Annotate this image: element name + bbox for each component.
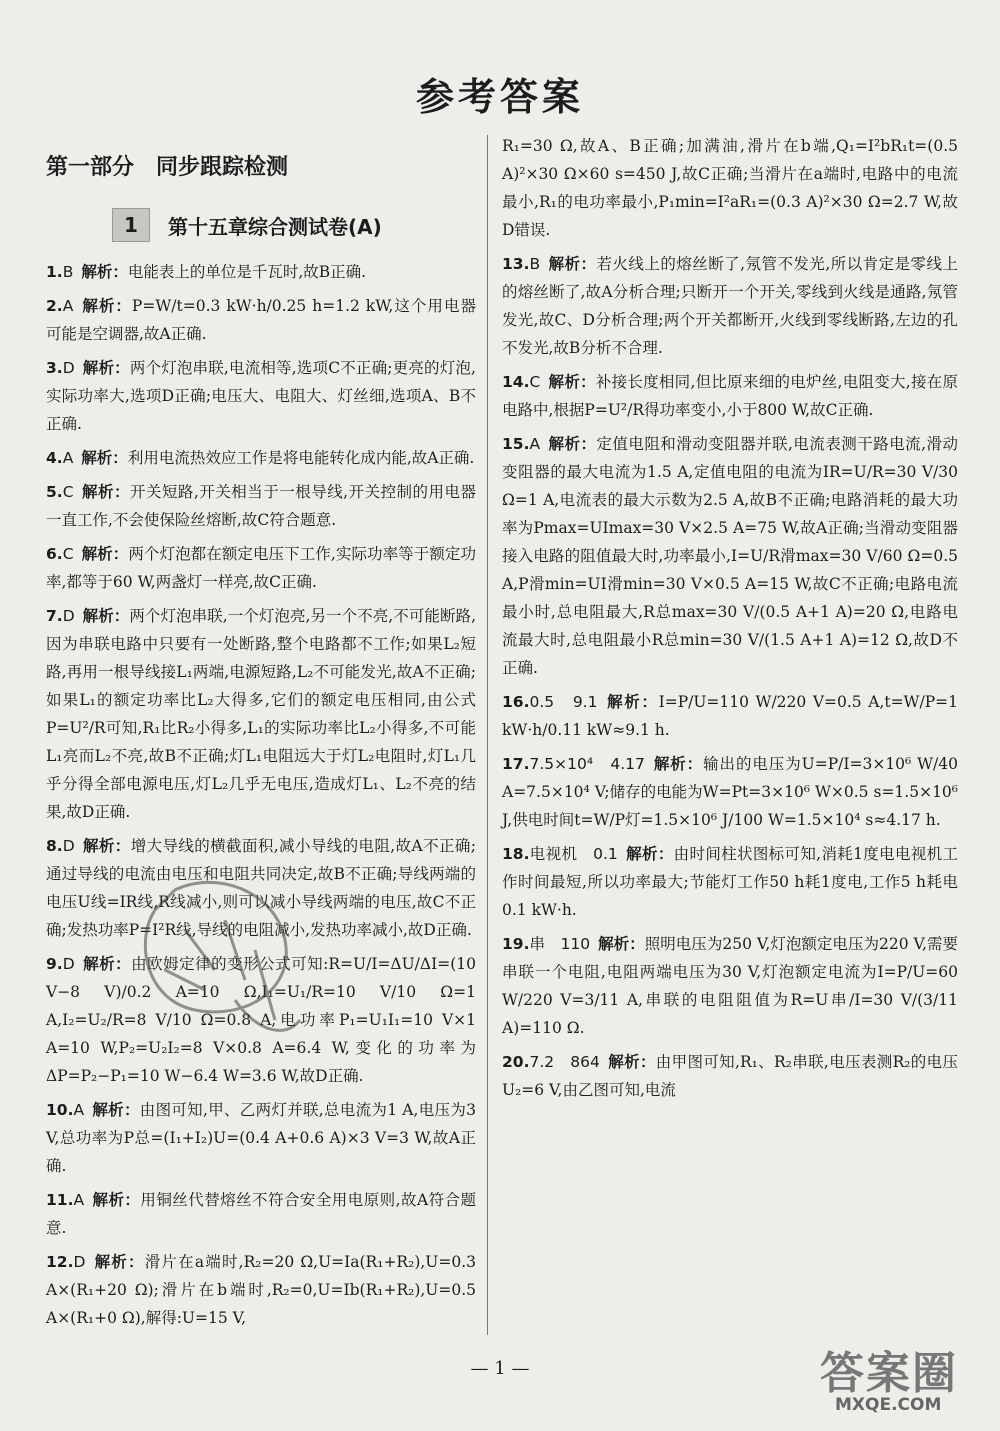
analysis-text: 若火线上的熔丝断了,氖管不发光,所以肯定是零线上的熔丝断了,故A分析合理;只断开一个开关,零线到火线是通路,氖管发光,故C、D分析合理;两个开关都断开,火线到零线断路,左边的孔不发光,故B分析不合理. [502, 255, 958, 357]
question-number: 13. [502, 255, 530, 273]
question-number: 9. [46, 955, 63, 973]
analysis-label: 解析： [92, 1101, 140, 1119]
analysis-label: 解析： [81, 449, 128, 467]
section-heading [112, 205, 452, 245]
analysis-label: 解析： [81, 545, 129, 563]
right-column [502, 132, 958, 1110]
page-title: 参考答案 [415, 75, 584, 119]
column-divider [487, 135, 488, 1335]
question-number: 10. [46, 1101, 74, 1119]
answer-choice: A [73, 1191, 85, 1209]
analysis-text: 两个灯泡串联,电流相等,选项C不正确;更亮的灯泡,实际功率大,选项D正确;电压大、电阻大、灯丝细,选项A、B不正确. [46, 359, 476, 433]
question-number: 17. [502, 755, 530, 773]
analysis-text: P=W/t=0.3 kW·h/0.25 h=1.2 kW,这个用电器可能是空调器,故A正确. [46, 297, 476, 343]
analysis-text: 照明电压为250 V,灯泡额定电压为220 V,需要串联一个电阻,电阻两端电压为30 V,灯泡额定电流为I=P/U=60 W/220 V=3/11 A,串联的电阻阻值为R=U串/I=30 V/(3/11 A)=110 Ω. [502, 935, 958, 1037]
answer-item [46, 292, 476, 348]
analysis-text: 开关短路,开关相当于一根导线,开关控制的用电器一直工作,不会使保险丝熔断,故C符合题意. [46, 483, 476, 529]
analysis-text: 滑片在a端时,R₂=20 Ω,U=Ia(R₁+R₂),U=0.3 A×(R₁+20 Ω);滑片在b端时,R₂=0,U=Ib(R₁+R₂),U=0.5 A×(R₁+0 Ω),解得:U=15 V, [46, 1253, 476, 1327]
analysis-text: 用铜丝代替熔丝不符合安全用电原则,故A符合题意. [46, 1191, 476, 1237]
answer-choice: A [62, 449, 74, 467]
answer-choice: A [73, 1101, 85, 1119]
answer-item [502, 250, 958, 362]
analysis-label: 解析： [82, 359, 130, 377]
section-title: 第十五章综合测试卷(A) [168, 214, 382, 239]
answer-choice: D [62, 837, 75, 855]
analysis-text: 由时间柱状图标可知,消耗1度电电视机工作时间最短,所以功率最大;节能灯工作50 h耗1度电,工作5 h耗电0.1 kW·h. [502, 845, 958, 919]
answer-choice: A [529, 435, 541, 453]
analysis-label: 解析： [93, 1253, 145, 1271]
answer-item [502, 840, 958, 924]
analysis-label: 解析： [605, 693, 659, 711]
answer-item [502, 132, 958, 244]
answer-choice: 电视机 0.1 [529, 845, 618, 863]
answer-choice: 串 110 [529, 935, 591, 953]
analysis-text: 电能表上的单位是千瓦时,故B正确. [127, 263, 367, 281]
answer-item [502, 430, 958, 682]
analysis-label: 解析： [548, 255, 597, 273]
analysis-label: 解析： [82, 837, 131, 855]
answer-choice: C [62, 483, 74, 501]
analysis-label: 解析： [548, 373, 596, 391]
analysis-text: 两个灯泡串联,一个灯泡亮,另一个不亮,不可能断路,因为串联电路中只要有一处断路,整个电路都不工作;如果L₂短路,再用一根导线接L₁两端,电源短路,L₂不可能发光,故A不正确;如果L₁的额定功率比L₂大得多,它们的额定电压相同,由公式P=U²/R可知,R₁比R₂小得多,L₁的实际功率比L₂小得多,不可能L₁亮而L₂不亮,故B不正确;灯L₁电阻远大于灯L₂电阻时,灯L₁几乎分得全部电源电压,灯L₂几乎无电压,造成灯L₁、L₂不亮的结果,故D正确. [46, 607, 476, 821]
analysis-text: 两个灯泡都在额定电压下工作,实际功率等于额定功率,都等于60 W,两盏灯一样亮,故C正确. [46, 545, 476, 591]
answer-choice: 7.2 864 [529, 1053, 600, 1071]
answer-item [502, 368, 958, 424]
question-number: 4. [46, 449, 63, 467]
analysis-text: 由欧姆定律的变形公式可知:R=U/I=ΔU/ΔI=(10 V−8 V)/0.2 A=10 Ω,I₁=U₁/R=10 V/10 Ω=1 A,I₂=U₂/R=8 V/10 Ω=0.8 A,电功率P₁=U₁I₁=10 V×1 A=10 W,P₂=U₂I₂=8 V×0.8 A=6.4 W,变化的功率为ΔP=P₂−P₁=10 W−6.4 W=3.6 W,故D正确. [46, 955, 476, 1085]
answer-item [46, 1186, 476, 1242]
left-column [46, 258, 476, 1338]
question-number: 15. [502, 435, 530, 453]
analysis-text: I=P/U=110 W/220 V=0.5 A,t=W/P=1 kW·h/0.11 kW≈9.1 h. [502, 693, 958, 739]
answer-item [46, 1096, 476, 1180]
watermark-site: MXQE.COM [835, 1395, 942, 1415]
analysis-label: 解析： [81, 263, 128, 281]
question-number: 11. [46, 1191, 74, 1209]
question-number: 2. [46, 297, 63, 315]
answer-choice: 7.5×10⁴ 4.17 [529, 755, 645, 773]
answer-choice: D [62, 359, 75, 377]
part-heading: 第一部分 同步跟踪检测 [46, 155, 289, 180]
analysis-label: 解析： [92, 1191, 141, 1209]
analysis-label: 解析： [625, 845, 674, 863]
analysis-text: 输出的电压为U=P/I=3×10⁶ W/40 A=7.5×10⁴ V;储存的电能为W=Pt=3×10⁶ W×0.5 s=1.5×10⁶ J,供电时间t=W/P灯=1.5×10⁶ J/100 W=1.5×10⁴ s≈4.17 h. [502, 755, 958, 829]
analysis-label: 解析： [607, 1053, 656, 1071]
question-number: 19. [502, 935, 530, 953]
answer-item [502, 688, 958, 744]
answer-choice: D [73, 1253, 86, 1271]
question-number: 14. [502, 373, 530, 391]
answer-item [46, 1248, 476, 1332]
answer-item [46, 602, 476, 826]
answer-item [46, 258, 476, 286]
analysis-label: 解析： [82, 607, 130, 625]
analysis-text: 利用电流热效应工作是将电能转化成内能,故A正确. [127, 449, 475, 467]
analysis-text: 定值电阻和滑动变阻器并联,电流表测干路电流,滑动变阻器的最大电流为1.5 A,定值电阻的电流为IR=U/R=30 V/30 Ω=1 A,电流表的最大示数为2.5 A,故B不正确;电路消耗的最大功率为Pmax=UImax=30 V×2.5 A=75 W,故A正确;当滑动变阻器接入电路的阻值最大时,功率最小,I=U/R滑max=30 V/60 Ω=0.5 A,P滑min=UI滑min=30 V×0.5 A=15 W,故C不正确;电路电流最小时,总电阻最大,R总max=30 V/(0.5 A+1 A)=20 Ω,电路电流最大时,总电阻最小R总min=30 V/(1.5 A+1 A)=12 Ω,故D不正确. [502, 435, 958, 677]
answer-choice: B [529, 255, 541, 273]
question-number: 20. [502, 1053, 530, 1071]
question-number: 12. [46, 1253, 74, 1271]
analysis-label: 解析： [81, 297, 132, 315]
answer-item [502, 930, 958, 1042]
answer-choice: A [62, 297, 74, 315]
analysis-label: 解析： [81, 483, 130, 501]
answer-item [46, 478, 476, 534]
answer-choice: B [62, 263, 74, 281]
question-number: 1. [46, 263, 63, 281]
answer-item [502, 750, 958, 834]
answer-item [46, 540, 476, 596]
analysis-label: 解析： [82, 955, 132, 973]
question-number: 8. [46, 837, 63, 855]
question-number: 7. [46, 607, 63, 625]
watermark-logo: 答案圈 [820, 1348, 958, 1399]
answer-choice: D [62, 955, 75, 973]
question-number: 18. [502, 845, 530, 863]
answer-choice: 0.5 9.1 [529, 693, 598, 711]
analysis-text: R₁=30 Ω,故A、B正确;加满油,滑片在b端,Q₁=I²bR₁t=(0.5 A)²×30 Ω×60 s=450 J,故C正确;当滑片在a端时,电路中的电流最小,R₁的电功率最小,P₁min=I²aR₁=(0.3 A)²×30 Ω=2.7 W,故D错误. [502, 137, 958, 239]
analysis-text: 由图可知,甲、乙两灯并联,总电流为1 A,电压为3 V,总功率为P总=(I₁+I₂)U=(0.4 A+0.6 A)×3 V=3 W,故A正确. [46, 1101, 477, 1175]
analysis-label: 解析： [652, 755, 704, 773]
analysis-label: 解析： [548, 435, 597, 453]
analysis-text: 补接长度相同,但比原来细的电炉丝,电阻变大,接在原电路中,根据P=U²/R得功率变小,小于800 W,故C正确. [502, 373, 958, 419]
page-number: — 1 — [470, 1358, 530, 1379]
analysis-label: 解析： [598, 935, 645, 953]
question-number: 5. [46, 483, 63, 501]
question-number: 6. [46, 545, 63, 563]
answer-item [502, 1048, 958, 1104]
analysis-text: 由甲图可知,R₁、R₂串联,电压表测R₂的电压U₂=6 V,由乙图可知,电流 [502, 1053, 958, 1099]
section-number: 1 [112, 208, 150, 242]
answer-choice: D [62, 607, 75, 625]
answer-choice: C [529, 373, 541, 391]
question-number: 3. [46, 359, 63, 377]
answer-item [46, 354, 476, 438]
question-number: 16. [502, 693, 530, 711]
answer-choice: C [62, 545, 74, 563]
handwritten-scribble-icon [125, 850, 315, 1050]
analysis-text: 增大导线的横截面积,减小导线的电阻,故A不正确;通过导线的电流由电压和电阻共同决定,故B不正确;导线两端的电压U线=IR线,R线减小,则可以减小导线两端的电压,故C不正确;发热功率P=I²R线,导线的电阻减小,发热功率减小,故D正确. [46, 837, 476, 939]
answer-item [46, 444, 476, 472]
